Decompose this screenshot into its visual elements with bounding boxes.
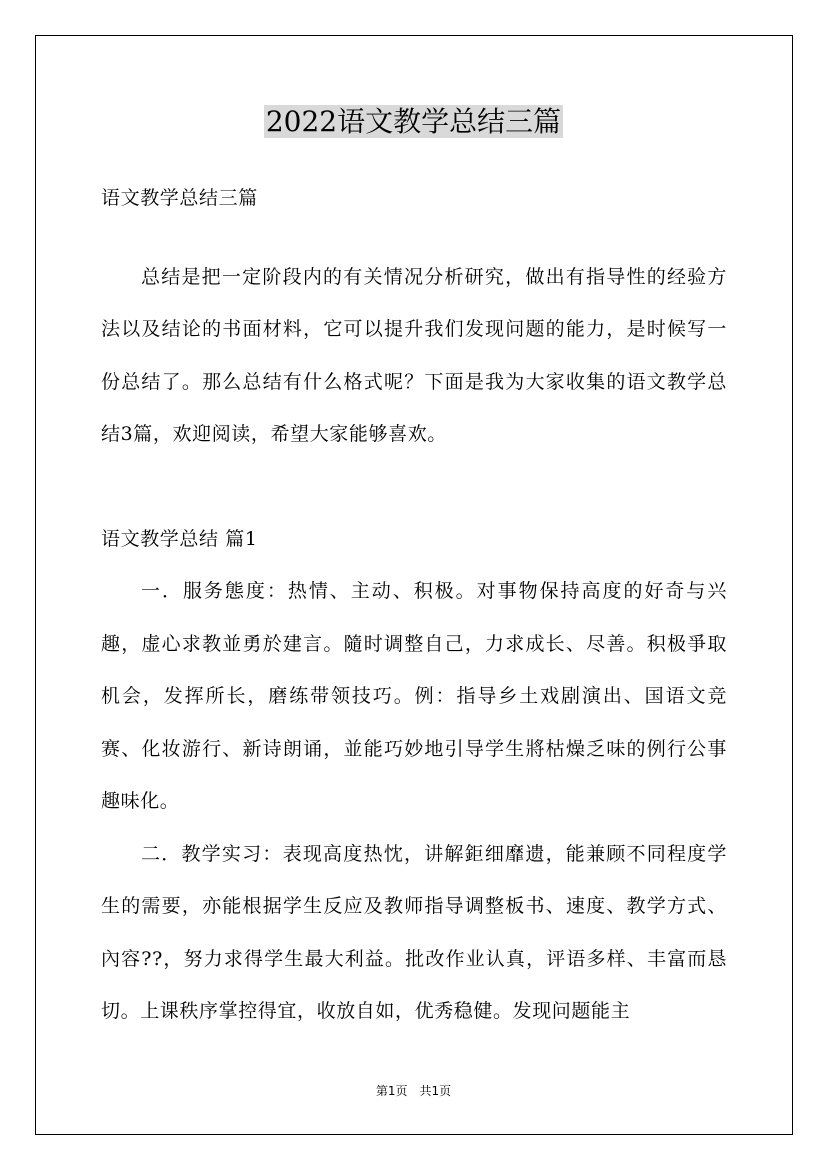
page-footer: 第1页 共1页 [375, 1084, 452, 1098]
document-title [0, 102, 827, 142]
body-paragraph-2: 二．教学实习：表现高度热忱，讲解鉅细靡遗，能兼顾不同程度学生的需要，亦能根据学生反应及教师指导调整板书、速度、教学方式、內容??，努力求得学生最大利益。批改作业认真，评语多样、丰富而恳切。上课秩序掌控得宜，收放自如，优秀稳健。发现问题能主 [101, 842, 727, 1022]
intro-paragraph: 总结是把一定阶段内的有关情况分析研究，做出有指导性的经验方法以及结论的书面材料，它可以提升我们发现问题的能力，是时候写一份总结了。那么总结有什么格式呢？下面是我为大家收集的语文教学总结3篇，欢迎阅读，希望大家能够喜欢。 [101, 265, 727, 445]
spacer [101, 461, 727, 513]
spacer [101, 225, 727, 251]
body-paragraph-1: 一．服务態度：热情、主动、积极。对事物保持高度的好奇与兴趣，虚心求教並勇於建言。隨时调整自己，力求成长、尽善。积极爭取机会，发挥所长，磨练带领技巧。例：指导乡土戏剧演出、国语文竞赛、化妆游行、新诗朗诵，並能巧妙地引导学生將枯燥乏味的例行公事趣味化。 [101, 580, 727, 812]
document-subtitle: 语文教学总结三篇 [101, 187, 258, 209]
document-body [101, 172, 727, 1038]
document-title-text: 2022语文教学总结三篇 [265, 105, 562, 138]
section-heading: 语文教学总结 篇1 [101, 527, 258, 550]
